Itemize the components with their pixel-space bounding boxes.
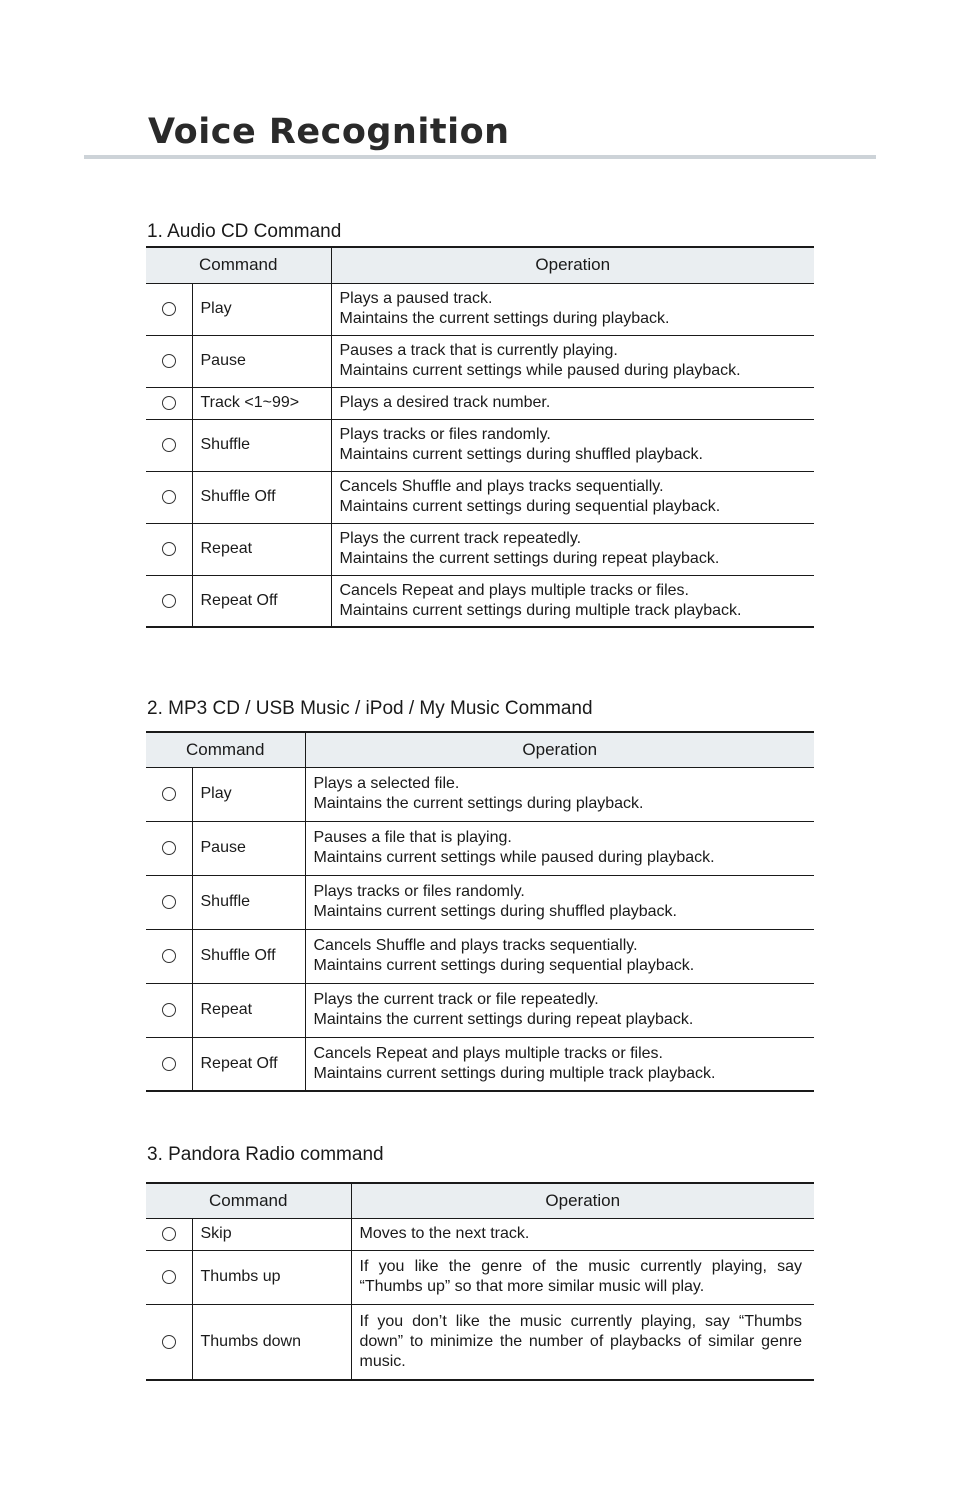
- table-row: [146, 1250, 814, 1304]
- circle-icon: [162, 354, 176, 368]
- operation-cell: [305, 875, 814, 929]
- command-cell: Pause: [192, 821, 305, 875]
- operation-line: Maintains current settings during multiple track playback.: [313, 1064, 716, 1082]
- circle-icon: [162, 302, 176, 316]
- row-marker: [146, 929, 192, 983]
- header-command: Command: [146, 732, 305, 767]
- row-marker: [146, 387, 192, 419]
- row-marker: [146, 1250, 192, 1304]
- row-marker: [146, 335, 192, 387]
- table-header-row: [146, 732, 814, 767]
- header-command: Command: [146, 247, 331, 283]
- command-cell: Play: [192, 283, 331, 335]
- operation-cell: [331, 387, 814, 419]
- row-marker: [146, 523, 192, 575]
- operation-line: Plays a paused track.: [339, 290, 493, 307]
- table-header-row: [146, 247, 814, 283]
- command-cell: Skip: [192, 1218, 351, 1250]
- table-row: [146, 471, 814, 523]
- header-operation: Operation: [351, 1183, 814, 1218]
- operation-cell: [351, 1218, 814, 1250]
- circle-icon: [162, 895, 176, 909]
- operation-line: Maintains the current settings during playback.: [339, 310, 670, 327]
- operation-line: Maintains current settings while paused during playback.: [313, 849, 715, 866]
- operation-line: Pauses a file that is playing.: [313, 829, 512, 846]
- operation-line: Cancels Shuffle and plays tracks sequentially.: [313, 937, 638, 954]
- operation-line: Maintains current settings during sequential playback.: [313, 957, 695, 974]
- row-marker: [146, 1218, 192, 1250]
- operation-line: Cancels Repeat and plays multiple tracks or files.: [339, 581, 689, 599]
- command-table: [146, 1182, 814, 1381]
- command-cell: Repeat Off: [192, 575, 331, 627]
- row-marker: [146, 983, 192, 1037]
- header-command: Command: [146, 1183, 351, 1218]
- command-cell: Pause: [192, 335, 331, 387]
- section-heading: 3. Pandora Radio command: [147, 1144, 384, 1165]
- circle-icon: [162, 949, 176, 963]
- operation-line: Maintains current settings while paused during playback.: [339, 362, 741, 379]
- page-title: Voice Recognition: [148, 112, 510, 152]
- circle-icon: [162, 787, 176, 801]
- command-cell: Shuffle Off: [192, 471, 331, 523]
- operation-cell: [351, 1250, 814, 1304]
- circle-icon: [162, 594, 176, 608]
- table-row: [146, 575, 814, 627]
- operation-line: Cancels Repeat and plays multiple tracks or files.: [313, 1044, 663, 1062]
- circle-icon: [162, 1270, 176, 1284]
- circle-icon: [162, 490, 176, 504]
- table-row: [146, 419, 814, 471]
- title-divider: [84, 155, 876, 159]
- operation-line: Maintains current settings during shuffled playback.: [339, 446, 703, 463]
- operation-line: Maintains current settings during multiple track playback.: [339, 601, 742, 619]
- operation-line: Plays tracks or files randomly.: [339, 426, 551, 443]
- operation-line: Plays a desired track number.: [339, 394, 551, 411]
- row-marker: [146, 821, 192, 875]
- circle-icon: [162, 1335, 176, 1349]
- header-operation: Operation: [331, 247, 814, 283]
- command-cell: Play: [192, 767, 305, 821]
- table-row: [146, 283, 814, 335]
- command-table: [146, 731, 814, 1092]
- operation-cell: [331, 419, 814, 471]
- command-table: [146, 246, 814, 628]
- operation-line: Cancels Shuffle and plays tracks sequentially.: [339, 478, 664, 495]
- row-marker: [146, 575, 192, 627]
- operation-line: Maintains current settings during sequential playback.: [339, 498, 721, 515]
- row-marker: [146, 875, 192, 929]
- operation-line: Maintains current settings during shuffled playback.: [313, 903, 677, 920]
- operation-line: If you like the genre of the music currently playing, say “Thumbs up” so that more similar music will play.: [359, 1258, 802, 1295]
- operation-cell: [331, 523, 814, 575]
- operation-line: Maintains the current settings during playback.: [313, 795, 644, 812]
- operation-cell: [305, 983, 814, 1037]
- table-row: [146, 387, 814, 419]
- command-cell: Repeat Off: [192, 1037, 305, 1091]
- table-row: [146, 821, 814, 875]
- table-row: [146, 983, 814, 1037]
- operation-cell: [305, 929, 814, 983]
- circle-icon: [162, 396, 176, 410]
- operation-line: Moves to the next track.: [359, 1225, 530, 1242]
- operation-line: Plays tracks or files randomly.: [313, 883, 525, 900]
- circle-icon: [162, 438, 176, 452]
- row-marker: [146, 767, 192, 821]
- operation-line: If you don’t like the music currently playing, say “Thumbs down” to minimize the number of playbacks of similar genre music.: [359, 1312, 802, 1370]
- table-row: [146, 875, 814, 929]
- operation-line: Maintains the current settings during repeat playback.: [313, 1011, 694, 1028]
- command-cell: Repeat: [192, 983, 305, 1037]
- operation-cell: [305, 767, 814, 821]
- row-marker: [146, 1304, 192, 1380]
- operation-cell: [351, 1304, 814, 1380]
- circle-icon: [162, 542, 176, 556]
- command-cell: Shuffle: [192, 875, 305, 929]
- table-header-row: [146, 1183, 814, 1218]
- section-heading: 1. Audio CD Command: [147, 221, 342, 242]
- row-marker: [146, 471, 192, 523]
- circle-icon: [162, 841, 176, 855]
- section-heading: 2. MP3 CD / USB Music / iPod / My Music Command: [147, 698, 593, 719]
- operation-cell: [305, 821, 814, 875]
- circle-icon: [162, 1057, 176, 1071]
- operation-line: Plays the current track repeatedly.: [339, 530, 582, 547]
- operation-cell: [331, 575, 814, 627]
- table-row: [146, 335, 814, 387]
- operation-cell: [305, 1037, 814, 1091]
- table-row: [146, 523, 814, 575]
- operation-line: Plays the current track or file repeatedly.: [313, 991, 599, 1008]
- command-cell: Thumbs down: [192, 1304, 351, 1380]
- row-marker: [146, 1037, 192, 1091]
- table-row: [146, 1218, 814, 1250]
- operation-line: Maintains the current settings during repeat playback.: [339, 550, 720, 567]
- operation-cell: [331, 471, 814, 523]
- circle-icon: [162, 1003, 176, 1017]
- command-cell: Thumbs up: [192, 1250, 351, 1304]
- table-row: [146, 929, 814, 983]
- command-cell: Repeat: [192, 523, 331, 575]
- row-marker: [146, 419, 192, 471]
- command-cell: Track <1~99>: [192, 387, 331, 419]
- operation-cell: [331, 335, 814, 387]
- operation-cell: [331, 283, 814, 335]
- table-row: [146, 1037, 814, 1091]
- operation-line: Plays a selected file.: [313, 775, 460, 792]
- command-cell: Shuffle Off: [192, 929, 305, 983]
- header-operation: Operation: [305, 732, 814, 767]
- command-cell: Shuffle: [192, 419, 331, 471]
- circle-icon: [162, 1227, 176, 1241]
- table-row: [146, 767, 814, 821]
- operation-line: Pauses a track that is currently playing.: [339, 342, 618, 359]
- table-row: [146, 1304, 814, 1380]
- row-marker: [146, 283, 192, 335]
